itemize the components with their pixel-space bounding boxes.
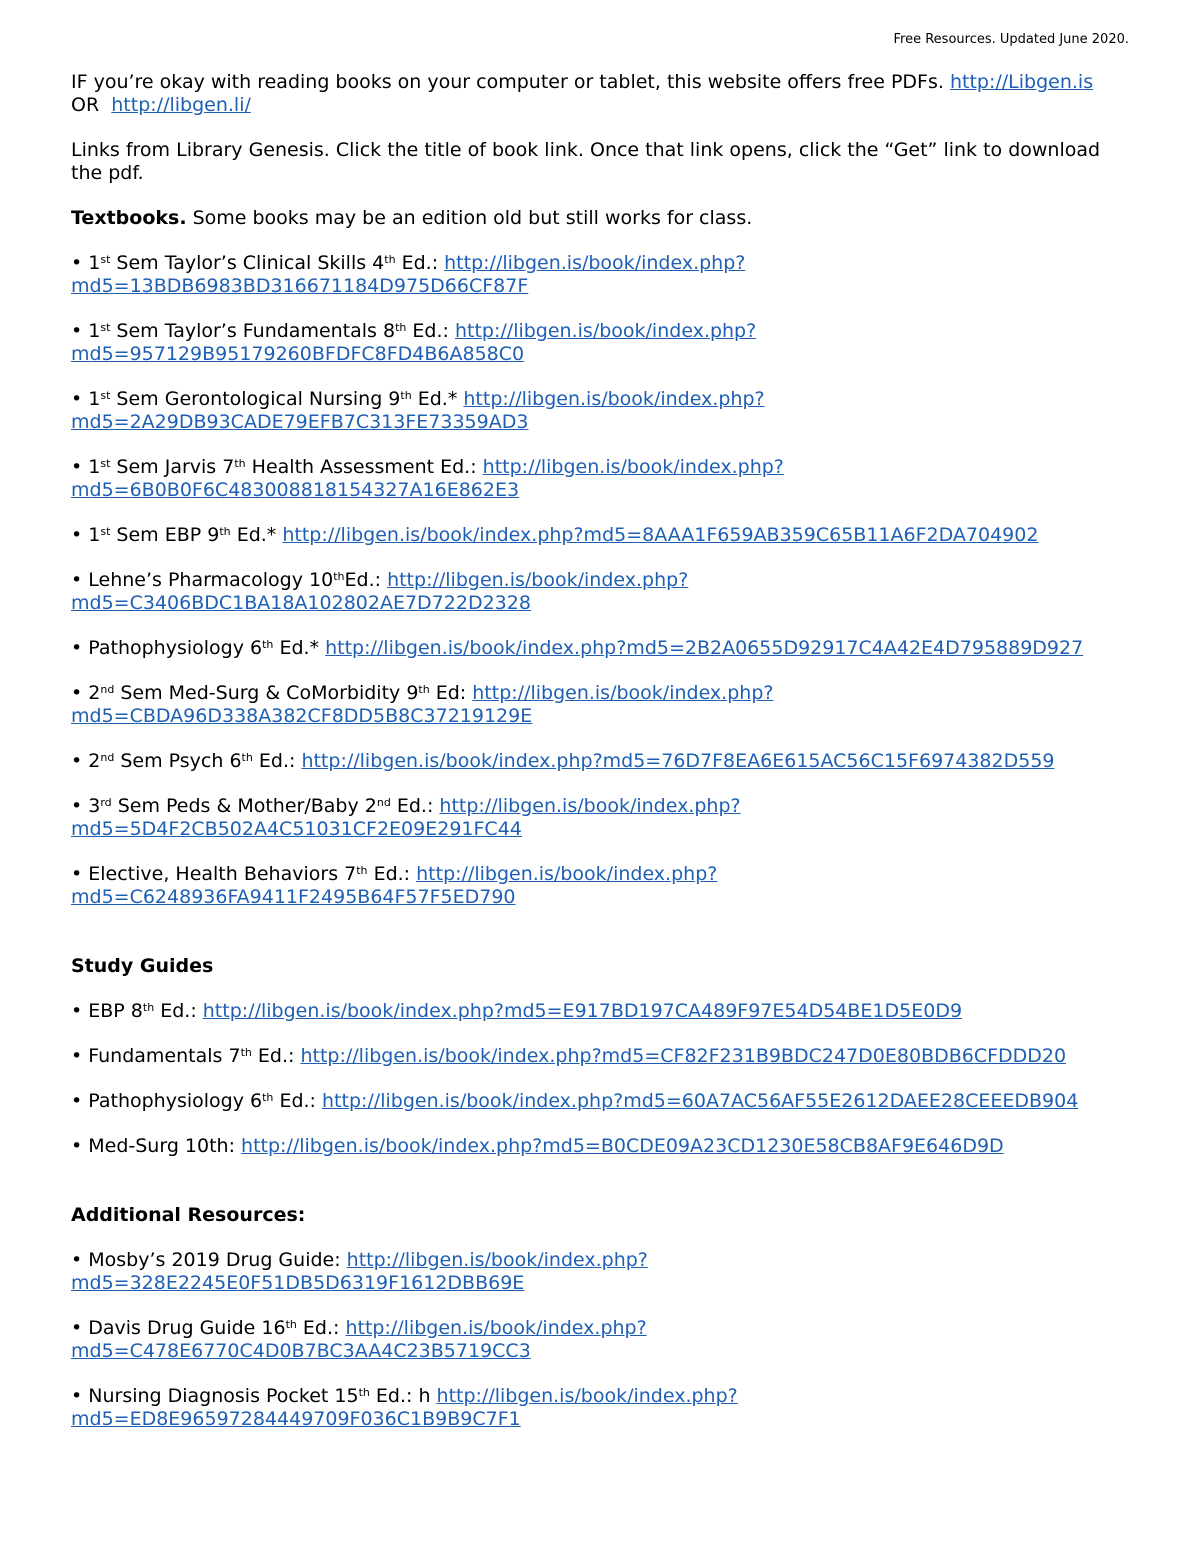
link-url-part[interactable]: http://libgen.is/book/index.php? <box>416 863 718 885</box>
book-download-link[interactable] <box>300 1045 1066 1067</box>
study-guides-heading: Study Guides <box>71 955 214 977</box>
link-url-part[interactable]: http://libgen.is/book/index.php? <box>346 1249 648 1271</box>
item-superscript: th <box>395 321 407 334</box>
item-text: Ed.: <box>390 795 440 817</box>
item-superscript: th <box>219 525 231 538</box>
link-url-part[interactable]: http://libgen.is/book/index.php?md5=E917BD197CA489F97E54D54BE1D5E0D9 <box>202 1000 963 1022</box>
item-superscript: st <box>100 457 111 470</box>
item-text: • Lehne’s Pharmacology 10 <box>71 569 334 591</box>
item-superscript: rd <box>100 796 112 809</box>
item-text: Ed.: <box>154 1000 203 1022</box>
book-download-link[interactable] <box>301 750 1054 772</box>
link-url-part[interactable]: http://libgen.is/book/index.php? <box>439 795 741 817</box>
item-superscript: th <box>358 1386 370 1399</box>
item-superscript: th <box>234 457 246 470</box>
link-url-part[interactable]: http://libgen.is/book/index.php?md5=2B2A0655D92917C4A42E4D795889D927 <box>325 637 1084 659</box>
item-superscript: th <box>285 1318 297 1331</box>
item-text: Ed.: <box>251 1045 301 1067</box>
item-text: • Mosby’s 2019 Drug Guide: <box>71 1249 347 1271</box>
item-superscript: th <box>384 253 396 266</box>
link-url-part[interactable]: md5=C478E6770C4D0B7BC3AA4C23B5719CC3 <box>71 1340 531 1362</box>
item-text: Ed.: <box>344 569 388 591</box>
libgen-li-link[interactable]: http://libgen.li/ <box>111 94 251 116</box>
item-superscript: st <box>100 389 111 402</box>
link-url-part[interactable]: md5=ED8E96597284449709F036C1B9B9C7F1 <box>71 1408 521 1430</box>
item-superscript: nd <box>100 751 115 764</box>
item-text: Ed.* <box>230 524 283 546</box>
item-text: Ed.: <box>296 1317 346 1339</box>
resource-item <box>71 1090 1136 1113</box>
item-text: Sem Peds & Mother/Baby 2 <box>111 795 377 817</box>
item-text: • Nursing Diagnosis Pocket 15 <box>71 1385 359 1407</box>
item-text: • 3 <box>71 795 101 817</box>
link-url-part[interactable]: md5=6B0B0F6C483008818154327A16E862E3 <box>71 479 520 501</box>
link-url-part[interactable]: md5=328E2245E0F51DB5D6319F1612DBB69E <box>71 1272 525 1294</box>
study-guides-list <box>71 1000 1136 1158</box>
link-url-part[interactable]: http://libgen.is/book/index.php?md5=8AAA1F659AB359C65B11A6F2DA704902 <box>282 524 1039 546</box>
libgen-is-link[interactable]: http://Libgen.is <box>949 71 1094 93</box>
item-superscript: th <box>262 638 274 651</box>
item-text: • 1 <box>71 524 101 546</box>
link-url-part[interactable]: http://libgen.is/book/index.php? <box>463 388 765 410</box>
resource-item <box>71 320 1136 366</box>
link-url-part[interactable]: md5=5D4F2CB502A4C51031CF2E09E291FC44 <box>71 818 522 840</box>
resource-item <box>71 1135 1136 1158</box>
additional-resources-heading: Additional Resources: <box>71 1204 306 1226</box>
resource-item <box>71 456 1136 502</box>
link-url-part[interactable]: http://libgen.is/book/index.php? <box>436 1385 738 1407</box>
item-text: Ed.: h <box>369 1385 437 1407</box>
link-url-part[interactable]: md5=13BDB6983BD316671184D975D66CF87F <box>71 275 529 297</box>
textbooks-note: Some books may be an edition old but still works for class. <box>186 207 753 229</box>
item-text: Sem Taylor’s Fundamentals 8 <box>110 320 396 342</box>
item-text: Ed.: <box>252 750 302 772</box>
resource-item <box>71 1317 1136 1363</box>
item-superscript: st <box>100 321 111 334</box>
link-url-part[interactable]: http://libgen.is/book/index.php? <box>444 252 746 274</box>
item-text: • Med-Surg 10th: <box>71 1135 242 1157</box>
item-superscript: th <box>241 751 253 764</box>
item-text: Sem Med-Surg & CoMorbidity 9 <box>114 682 419 704</box>
item-text: • Elective, Health Behaviors 7 <box>71 863 357 885</box>
textbooks-intro <box>71 207 1136 230</box>
item-superscript: th <box>262 1091 274 1104</box>
item-text: Health Assessment Ed.: <box>245 456 483 478</box>
item-text: Ed.: <box>406 320 455 342</box>
item-superscript: th <box>400 389 412 402</box>
link-url-part[interactable]: http://libgen.is/book/index.php? <box>345 1317 647 1339</box>
item-text: • 1 <box>71 252 101 274</box>
link-url-part[interactable]: http://libgen.is/book/index.php? <box>472 682 774 704</box>
item-superscript: nd <box>100 683 115 696</box>
book-download-link[interactable] <box>203 1000 962 1022</box>
link-url-part[interactable]: http://libgen.is/book/index.php? <box>454 320 757 342</box>
resource-item <box>71 388 1136 434</box>
item-superscript: th <box>333 570 345 583</box>
item-superscript: nd <box>376 796 391 809</box>
resource-item <box>71 863 1136 909</box>
item-text: Ed.* <box>273 637 326 659</box>
item-text: Sem Jarvis 7 <box>110 456 235 478</box>
resource-item <box>71 750 1136 773</box>
intro-paragraph <box>71 71 1136 117</box>
or-label: OR <box>71 94 100 116</box>
page-header: Free Resources. Updated June 2020. <box>893 32 1129 47</box>
item-text: • Fundamentals 7 <box>71 1045 241 1067</box>
link-url-part[interactable]: http://libgen.is/book/index.php? <box>482 456 784 478</box>
item-text: • 1 <box>71 456 101 478</box>
link-url-part[interactable]: http://libgen.is/book/index.php?md5=B0CDE09A23CD1230E58CB8AF9E646D9D <box>241 1135 1004 1157</box>
link-url-part[interactable]: http://libgen.is/book/index.php?md5=76D7F8EA6E615AC56C15F6974382D559 <box>301 750 1055 772</box>
book-download-link[interactable] <box>322 1090 1078 1112</box>
item-text: Sem Psych 6 <box>114 750 242 772</box>
resource-item <box>71 524 1136 547</box>
item-text: Sem Taylor’s Clinical Skills 4 <box>110 252 385 274</box>
item-text: Sem EBP 9 <box>110 524 220 546</box>
item-text: • 1 <box>71 388 101 410</box>
link-url-part[interactable]: md5=C6248936FA9411F2495B64F57F5ED790 <box>71 886 516 908</box>
item-text: • 2 <box>71 682 101 704</box>
item-text: Ed.* <box>411 388 464 410</box>
link-url-part[interactable]: http://libgen.is/book/index.php?md5=CF82F231B9BDC247D0E80BDB6CFDDD20 <box>300 1045 1067 1067</box>
item-superscript: th <box>356 864 368 877</box>
resource-item <box>71 1000 1136 1023</box>
textbooks-list <box>71 252 1136 909</box>
item-superscript: th <box>240 1046 252 1059</box>
instructions-paragraph: Links from Library Genesis. Click the title of book link. Once that link opens, click the “Get” link to download the pdf. <box>71 139 1101 184</box>
resource-item <box>71 1249 1136 1295</box>
item-text: • Pathophysiology 6 <box>71 637 263 659</box>
resource-item <box>71 682 1136 728</box>
item-text: Ed.: <box>273 1090 322 1112</box>
item-text: • 1 <box>71 320 101 342</box>
link-url-part[interactable]: md5=2A29DB93CADE79EFB7C313FE73359AD3 <box>71 411 529 433</box>
additional-resources-list <box>71 1249 1136 1431</box>
intro-text: IF you’re okay with reading books on your computer or tablet, this website offers free PDFs. <box>71 71 950 93</box>
textbooks-heading: Textbooks. <box>71 207 187 229</box>
item-superscript: th <box>418 683 430 696</box>
item-text: • Pathophysiology 6 <box>71 1090 263 1112</box>
item-text: Sem Gerontological Nursing 9 <box>110 388 401 410</box>
link-url-part[interactable]: md5=C3406BDC1BA18A102802AE7D722D2328 <box>71 592 531 614</box>
document-body <box>71 71 1136 1453</box>
item-superscript: st <box>100 525 111 538</box>
book-download-link[interactable] <box>241 1135 1004 1157</box>
item-text: Ed: <box>429 682 473 704</box>
item-text: Ed.: <box>367 863 417 885</box>
link-url-part[interactable]: md5=CBDA96D338A382CF8DD5B8C37219129E <box>71 705 533 727</box>
item-text: • EBP 8 <box>71 1000 143 1022</box>
resource-item <box>71 252 1136 298</box>
item-superscript: st <box>100 253 111 266</box>
resource-item <box>71 637 1136 660</box>
resource-item <box>71 1385 1136 1431</box>
item-text: • Davis Drug Guide 16 <box>71 1317 286 1339</box>
item-text: • 2 <box>71 750 101 772</box>
link-url-part[interactable]: md5=957129B95179260BFDFC8FD4B6A858C0 <box>71 343 525 365</box>
resource-item <box>71 1045 1136 1068</box>
item-text: Ed.: <box>395 252 445 274</box>
link-url-part[interactable]: http://libgen.is/book/index.php? <box>387 569 689 591</box>
book-download-link[interactable] <box>325 637 1083 659</box>
resource-item <box>71 795 1136 841</box>
link-url-part[interactable]: http://libgen.is/book/index.php?md5=60A7AC56AF55E2612DAEE28CEEEDB904 <box>322 1090 1079 1112</box>
book-download-link[interactable] <box>282 524 1038 546</box>
resource-item <box>71 569 1136 615</box>
item-superscript: th <box>142 1001 155 1014</box>
